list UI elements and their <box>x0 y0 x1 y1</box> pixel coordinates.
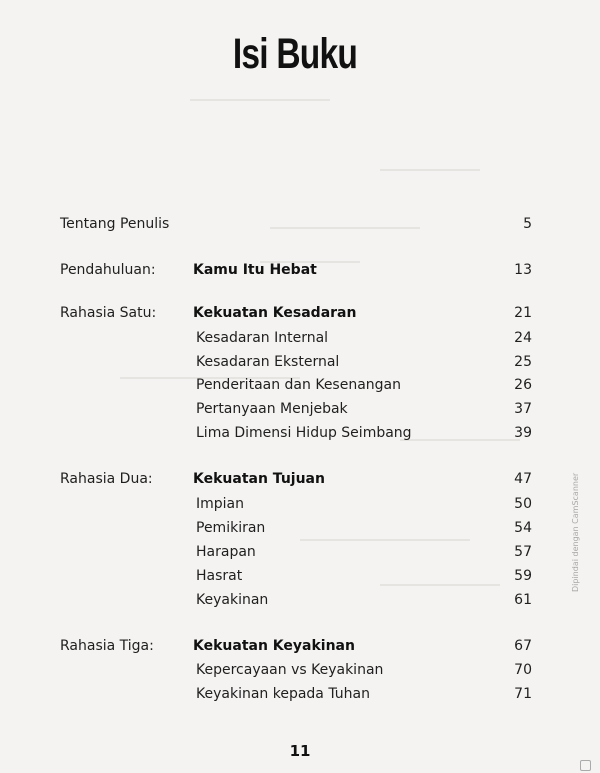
toc-entry-label: Rahasia Dua: <box>60 471 153 487</box>
toc-subentry <box>0 496 600 520</box>
toc-entry <box>0 471 600 495</box>
toc-subentry-page: 57 <box>514 544 532 560</box>
toc-subentry-page: 50 <box>514 496 532 512</box>
toc-subentry-page: 70 <box>514 662 532 678</box>
toc-subentry <box>0 592 600 616</box>
toc-entry <box>0 638 600 662</box>
toc-entry-label: Rahasia Satu: <box>60 305 157 321</box>
toc-subentry-title: Penderitaan dan Kesenangan <box>196 377 402 393</box>
scanner-watermark: Dipindai dengan CamScanner <box>571 472 580 592</box>
toc-entry-label: Tentang Penulis <box>60 216 170 232</box>
toc-entry-page: 47 <box>514 471 532 487</box>
toc-subentry-title: Harapan <box>196 544 256 560</box>
toc-subentry <box>0 330 600 354</box>
toc-subentry-title: Keyakinan kepada Tuhan <box>196 686 370 702</box>
toc-subentry-title: Pertanyaan Menjebak <box>196 401 348 417</box>
toc-subentry-page: 24 <box>514 330 532 346</box>
toc-subentry-page: 61 <box>514 592 532 608</box>
toc-subentry <box>0 686 600 710</box>
toc-subentry <box>0 425 600 449</box>
toc-entry-page: 13 <box>514 262 532 278</box>
toc-subentry <box>0 401 600 425</box>
toc-subentry-page: 59 <box>514 568 532 584</box>
toc-entry <box>0 216 600 240</box>
toc-subentry <box>0 377 600 401</box>
toc-subentry <box>0 662 600 686</box>
toc-subentry <box>0 354 600 378</box>
toc-subentry-title: Lima Dimensi Hidup Seimbang <box>196 425 412 441</box>
toc-entry-title: Kekuatan Keyakinan <box>193 638 355 654</box>
toc-entry <box>0 305 600 329</box>
toc-subentry-title: Hasrat <box>196 568 243 584</box>
toc-subentry-title: Kesadaran Eksternal <box>196 354 340 370</box>
toc-subentry-page: 37 <box>514 401 532 417</box>
toc-entry-page: 5 <box>523 216 532 232</box>
toc-subentry-page: 54 <box>514 520 532 536</box>
toc-entry-page: 21 <box>514 305 532 321</box>
toc-subentry-page: 25 <box>514 354 532 370</box>
toc-entry <box>0 262 600 286</box>
toc-subentry <box>0 544 600 568</box>
toc-subentry <box>0 568 600 592</box>
toc-subentry-page: 71 <box>514 686 532 702</box>
page-title: Isi Buku <box>232 30 358 78</box>
toc-entry-title: Kekuatan Tujuan <box>193 471 325 487</box>
toc-subentry-title: Keyakinan <box>196 592 269 608</box>
page-number: 11 <box>289 742 311 760</box>
toc-subentry-title: Pemikiran <box>196 520 266 536</box>
toc-entry-title: Kekuatan Kesadaran <box>193 305 357 321</box>
toc-entry-label: Pendahuluan: <box>60 262 156 278</box>
camscanner-logo-icon <box>580 760 591 771</box>
toc-subentry-title: Kepercayaan vs Keyakinan <box>196 662 384 678</box>
toc-subentry-title: Impian <box>196 496 244 512</box>
toc-entry-page: 67 <box>514 638 532 654</box>
toc-subentry-page: 39 <box>514 425 532 441</box>
toc-subentry <box>0 520 600 544</box>
toc-entry-label: Rahasia Tiga: <box>60 638 154 654</box>
toc-subentry-title: Kesadaran Internal <box>196 330 329 346</box>
toc-entry-title: Kamu Itu Hebat <box>193 262 317 278</box>
toc-subentry-page: 26 <box>514 377 532 393</box>
